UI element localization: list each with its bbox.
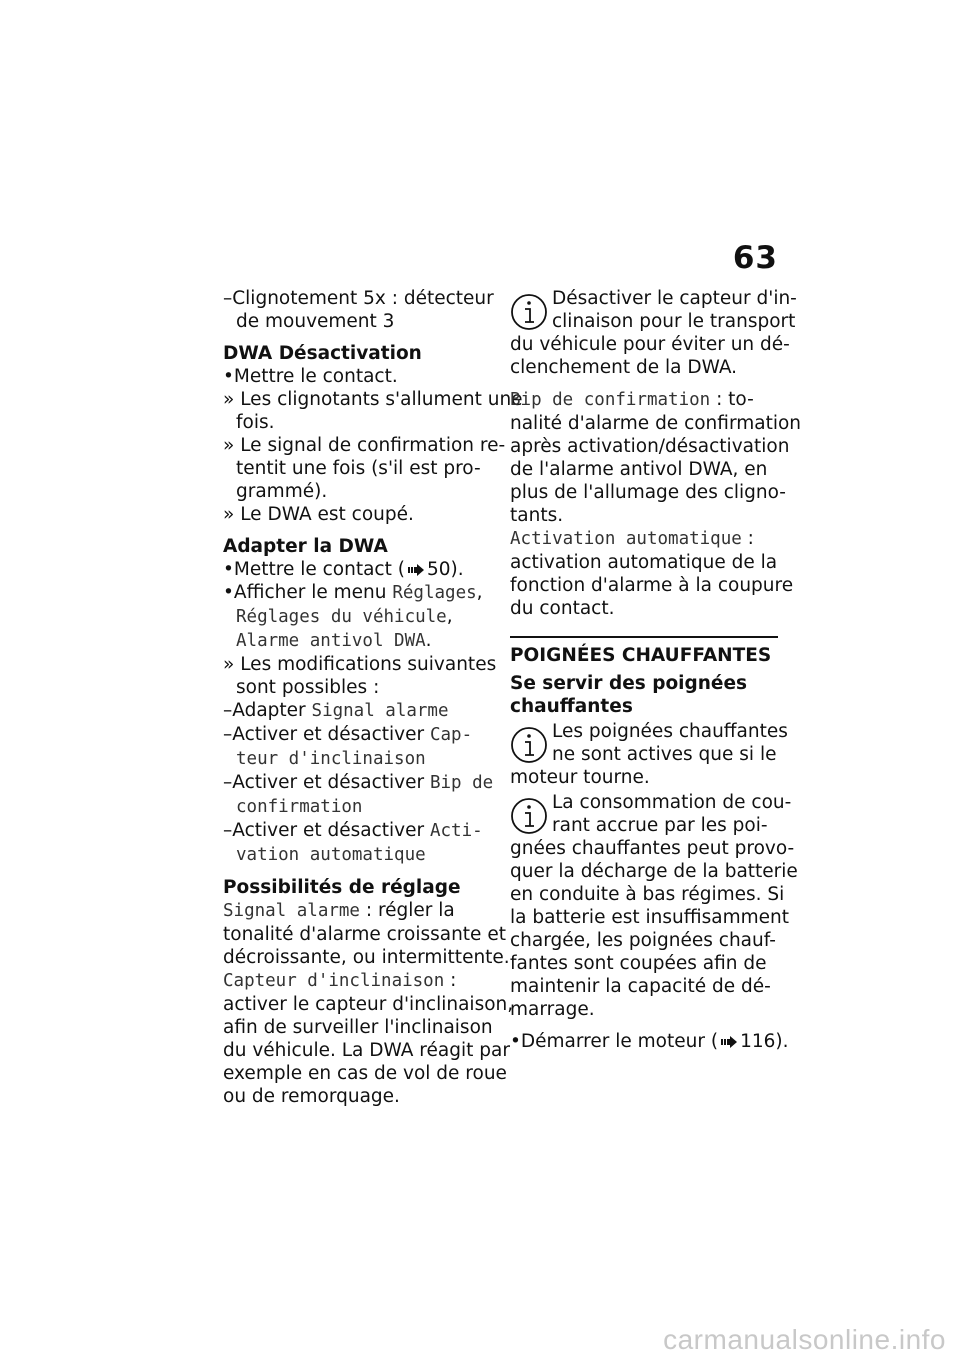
paragraph-line	[223, 899, 491, 923]
watermark: carmanualsonline.info	[663, 1324, 946, 1355]
info-text: rant accrue par les poi-	[552, 815, 768, 836]
paragraph-line: exemple en cas de vol de roue	[223, 1063, 507, 1084]
list-item-cont	[223, 747, 491, 771]
list-text: –Activer et désactiver	[223, 724, 430, 745]
menu-ref: teur d'inclinaison	[236, 749, 426, 769]
step-item	[223, 558, 491, 581]
result-item: » Le DWA est coupé.	[223, 504, 414, 525]
step-text: •Mettre le contact (	[223, 559, 405, 580]
menu-ref: Alarme antivol DWA	[236, 631, 426, 651]
list-text: –Activer et désactiver	[223, 820, 430, 841]
list-text: –Activer et désactiver	[223, 772, 430, 793]
menu-ref: Réglages du véhicule	[236, 607, 447, 627]
menu-ref: Activation automatique	[510, 529, 742, 549]
list-item	[223, 699, 491, 723]
list-item	[223, 819, 491, 843]
paragraph-line: activer le capteur d'inclinaison,	[223, 994, 514, 1015]
punct: ,	[476, 582, 483, 603]
list-text: –Adapter	[223, 700, 312, 721]
info-text: fantes sont coupées afin de	[510, 953, 767, 974]
info-text: La consommation de cou-	[552, 792, 792, 813]
info-text: ne sont actives que si le	[552, 744, 777, 765]
info-text: la batterie est insuffisamment	[510, 907, 789, 928]
left-column	[223, 287, 523, 1108]
paragraph-line: de l'alarme antivol DWA, en	[510, 459, 768, 480]
paragraph-line: ou de remorquage.	[223, 1086, 400, 1107]
step-item: •Mettre le contact.	[223, 366, 398, 387]
subsection-title: Se servir des poignées	[510, 673, 748, 694]
paragraph-line: nalité d'alarme de confirmation	[510, 413, 802, 434]
list-item-cont: de mouvement 3	[236, 311, 395, 332]
menu-ref: confirmation	[236, 797, 363, 817]
paragraph-line: afin de surveiller l'inclinaison	[223, 1017, 493, 1038]
menu-ref: vation automatique	[236, 845, 426, 865]
paragraph-line	[223, 969, 491, 993]
heading-adapter: Adapter la DWA	[223, 536, 388, 557]
list-item	[223, 771, 494, 795]
paragraph-line: fonction d'alarme à la coupure	[510, 575, 794, 596]
info-icon	[510, 726, 548, 764]
step-item	[223, 581, 491, 605]
menu-ref: Réglages	[392, 583, 477, 603]
info-text: marrage.	[510, 999, 595, 1020]
paragraph-text: :	[444, 970, 457, 991]
result-item: » Le signal de confirmation re-	[223, 435, 506, 456]
subsection-title: chauffantes	[510, 696, 633, 717]
menu-ref: Signal alarme	[311, 701, 449, 721]
list-item-cont	[223, 843, 491, 867]
menu-ref: Signal alarme	[223, 901, 360, 921]
punct: ,	[446, 606, 453, 627]
menu-ref: Bip de confirmation	[510, 390, 711, 410]
info-text: clenchement de la DWA.	[510, 357, 738, 378]
paragraph-line: après activation/désactivation	[510, 436, 790, 457]
info-note	[510, 287, 797, 379]
info-text: du véhicule pour éviter un dé-	[510, 334, 790, 355]
info-text: clinaison pour le transport	[552, 311, 796, 332]
info-text: quer la décharge de la batterie	[510, 861, 798, 882]
paragraph-line: du véhicule. La DWA réagit par	[223, 1040, 510, 1061]
arrow-right-icon	[408, 564, 424, 576]
arrow-right-icon	[721, 1036, 737, 1048]
info-note	[510, 791, 798, 1021]
step-text: •Démarrer le moteur (	[510, 1031, 719, 1052]
menu-ref: Capteur d'inclinaison	[223, 971, 445, 991]
paragraph-line: plus de l'allumage des cligno-	[510, 482, 786, 503]
step-item-cont	[223, 629, 491, 653]
info-text: gnées chauffantes peut provo-	[510, 838, 795, 859]
paragraph-line: tonalité d'alarme croissante et	[223, 924, 506, 945]
menu-ref: Cap-	[429, 725, 473, 745]
step-item	[510, 1030, 789, 1053]
paragraph-text: : régler la	[359, 900, 455, 921]
list-item: –Clignotement 5x : détecteur	[223, 288, 494, 309]
punct: .	[425, 630, 432, 651]
info-text: Désactiver le capteur d'in-	[552, 288, 797, 309]
paragraph-line	[510, 388, 778, 412]
result-item-cont: tentit une fois (s'il est pro-	[236, 458, 481, 479]
section-title: POIGNÉES CHAUFFANTES	[510, 636, 778, 667]
info-icon	[510, 797, 548, 835]
result-item-cont: grammé).	[236, 481, 328, 502]
info-icon	[510, 293, 548, 331]
list-item-cont	[223, 795, 491, 819]
page-number: 63	[732, 240, 778, 276]
result-item-cont: sont possibles :	[236, 677, 380, 698]
paragraph-text: :	[741, 528, 754, 549]
step-item-cont	[223, 605, 491, 629]
result-item: » Les modifications suivantes	[223, 654, 497, 675]
info-note	[510, 720, 788, 789]
info-text: en conduite à bas régimes. Si	[510, 884, 785, 905]
paragraph-line: décroissante, ou intermittente.	[223, 947, 510, 968]
result-item-cont: fois.	[236, 412, 275, 433]
paragraph-line: du contact.	[510, 598, 615, 619]
paragraph-line: activation automatique de la	[510, 552, 778, 573]
info-text: chargée, les poignées chauf-	[510, 930, 776, 951]
result-item: » Les clignotants s'allument une	[223, 389, 523, 410]
paragraph-line	[510, 527, 778, 551]
page-ref[interactable]: 50).	[426, 559, 464, 580]
info-text: moteur tourne.	[510, 767, 650, 788]
paragraph-line: tants.	[510, 505, 564, 526]
step-text: •Afficher le menu	[223, 582, 393, 603]
paragraph-text: : to-	[710, 389, 754, 410]
menu-ref: Bip de	[429, 773, 494, 793]
list-item	[223, 723, 491, 747]
heading-possibilites: Possibilités de réglage	[223, 877, 461, 898]
right-column	[510, 287, 802, 1053]
info-text: Les poignées chauffantes	[552, 721, 788, 742]
page-ref[interactable]: 116).	[740, 1031, 789, 1052]
heading-deactivation: DWA Désactivation	[223, 343, 422, 364]
info-text: maintenir la capacité de dé-	[510, 976, 771, 997]
menu-ref: Acti-	[429, 821, 483, 841]
